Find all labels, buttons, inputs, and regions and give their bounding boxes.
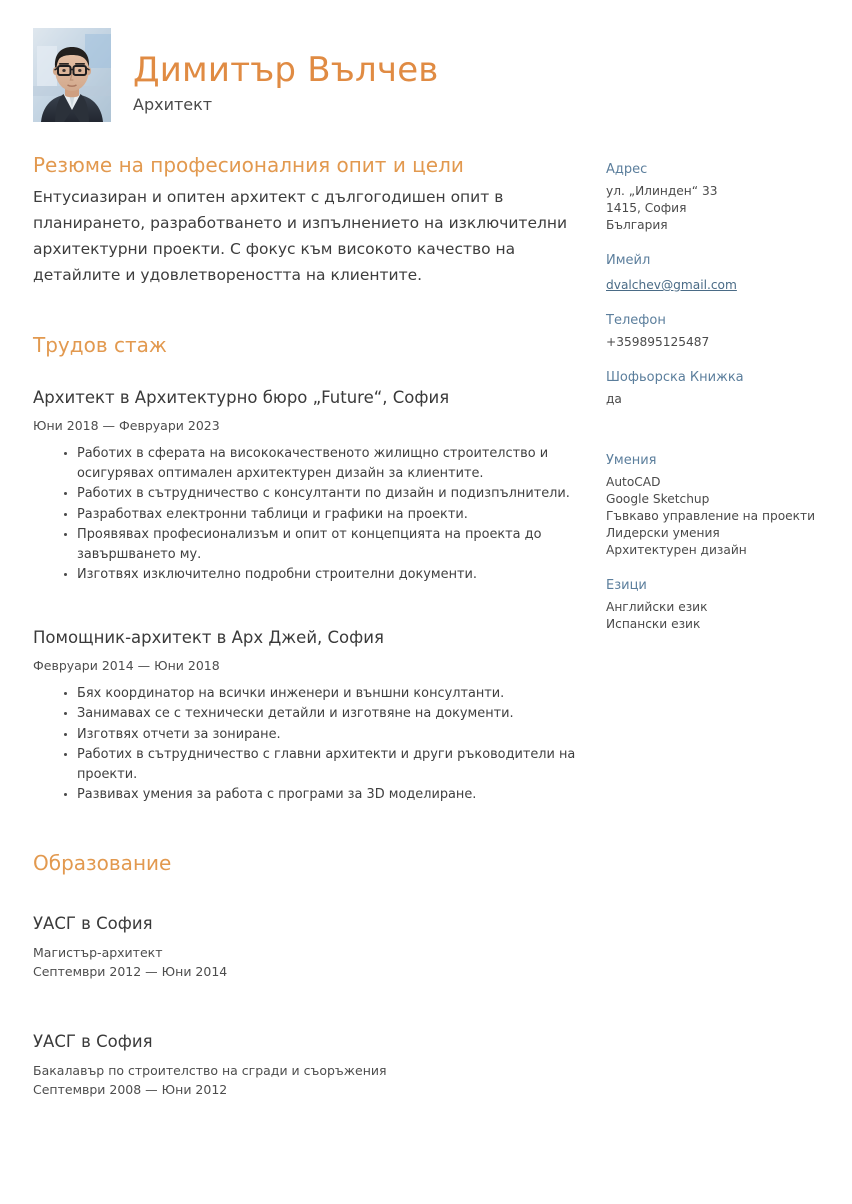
experience-entry-dates: Юни 2018 — Февруари 2023 bbox=[33, 418, 220, 433]
sidebar-phone-block bbox=[606, 311, 821, 351]
driving-license-label: Шофьорска Книжка bbox=[606, 370, 744, 385]
list-item: Проявявах професионализъм и опит от концепцията на проекта до завършването му. bbox=[64, 525, 578, 564]
sidebar bbox=[606, 160, 821, 650]
experience-section bbox=[33, 332, 578, 805]
sidebar-skills-block bbox=[606, 451, 836, 559]
education-section bbox=[33, 850, 578, 1099]
education-degree: Магистър-архитект bbox=[33, 944, 163, 960]
name-block bbox=[133, 50, 439, 116]
summary-heading: Резюме на професионалния опит и цели bbox=[33, 153, 464, 177]
spacer bbox=[33, 586, 578, 626]
skill-item: Архитектурен дизайн bbox=[606, 543, 747, 557]
email-label: Имейл bbox=[606, 253, 651, 268]
skill-item: AutoCAD bbox=[606, 475, 661, 489]
list-item: Занимавах се с технически детайли и изготвяне на документи. bbox=[64, 704, 578, 724]
resume-header bbox=[33, 28, 593, 124]
skill-item: Google Sketchup bbox=[606, 492, 710, 506]
experience-bullet-list bbox=[33, 684, 578, 805]
phone-value: +359895125487 bbox=[606, 335, 710, 349]
list-item: Разработвах електронни таблици и графики на проекти. bbox=[64, 505, 578, 525]
main-column bbox=[33, 152, 578, 1099]
skill-item: Гъвкаво управление на проекти bbox=[606, 509, 816, 523]
list-item: Изготвях изключително подробни строителни документи. bbox=[64, 565, 578, 585]
list-item: Бях координатор на всички инженери и външни консултанти. bbox=[64, 684, 578, 704]
languages-label: Езици bbox=[606, 578, 647, 593]
list-item: Развивах умения за работа с програми за 3D моделиране. bbox=[64, 785, 578, 805]
list-item: Работих в сътрудничество с главни архитекти и други ръководители на проекти. bbox=[64, 745, 578, 784]
education-degree: Бакалавър по строителство на сгради и съоръжения bbox=[33, 1062, 387, 1078]
list-item: Работих в сътрудничество с консултанти по дизайн и подизпълнители. bbox=[64, 484, 578, 504]
sidebar-address-block bbox=[606, 160, 821, 234]
education-school: УАСГ в София bbox=[33, 1031, 153, 1051]
summary-section bbox=[33, 152, 578, 288]
experience-entry-title: Архитект в Архитектурно бюро „Future“, София bbox=[33, 388, 450, 407]
spacer bbox=[33, 981, 578, 1030]
sidebar-license-block bbox=[606, 368, 836, 408]
spacer bbox=[33, 364, 578, 386]
address-label: Адрес bbox=[606, 162, 648, 177]
education-dates: Септември 2008 — Юни 2012 bbox=[33, 1081, 228, 1097]
driving-license-value: да bbox=[606, 392, 622, 406]
experience-heading: Трудов стаж bbox=[33, 333, 167, 357]
skill-item: Лидерски умения bbox=[606, 526, 720, 540]
experience-entry bbox=[33, 626, 578, 805]
spacer bbox=[33, 288, 578, 332]
experience-entry-title: Помощник-архитект в Арх Джей, София bbox=[33, 627, 384, 647]
job-title: Архитект bbox=[133, 95, 213, 114]
sidebar-languages-block bbox=[606, 576, 821, 633]
summary-text: Ентусиазиран и опитен архитект с дългогодишен опит в планирането, разработването и изпълнението на изключителни архитектурни проекти. С фокус към високото качество на детайлите и удовлетвореността на клиентите. bbox=[33, 188, 568, 284]
education-school: УАСГ в София bbox=[33, 913, 153, 933]
education-dates: Септември 2012 — Юни 2014 bbox=[33, 963, 228, 979]
address-line-3: България bbox=[606, 218, 668, 232]
experience-entry-dates: Февруари 2014 — Юни 2018 bbox=[33, 657, 220, 673]
language-item: Испански език bbox=[606, 617, 701, 631]
education-heading: Образование bbox=[33, 850, 172, 875]
spacer bbox=[606, 425, 821, 451]
address-line-2: 1415, София bbox=[606, 201, 687, 215]
skills-label: Умения bbox=[606, 453, 657, 468]
experience-bullet-list bbox=[33, 444, 578, 585]
address-line-1: ул. „Илинден“ 33 bbox=[606, 184, 718, 198]
phone-label: Телефон bbox=[606, 313, 666, 328]
list-item: Работих в сферата на висококачественото жилищно строителство и осигурявах оптимален архитектурен дизайн за клиентите. bbox=[64, 444, 578, 483]
spacer bbox=[33, 882, 578, 912]
email-link[interactable]: dvalchev@gmail.com bbox=[606, 278, 737, 292]
education-entry bbox=[33, 912, 578, 981]
experience-entry bbox=[33, 386, 578, 585]
sidebar-email-block bbox=[606, 251, 821, 294]
portrait-photo bbox=[33, 28, 111, 122]
education-entry bbox=[33, 1030, 578, 1099]
list-item: Изготвях отчети за зониране. bbox=[64, 725, 578, 745]
spacer bbox=[33, 806, 578, 850]
language-item: Английски език bbox=[606, 600, 708, 614]
full-name: Димитър Вълчев bbox=[133, 50, 439, 90]
